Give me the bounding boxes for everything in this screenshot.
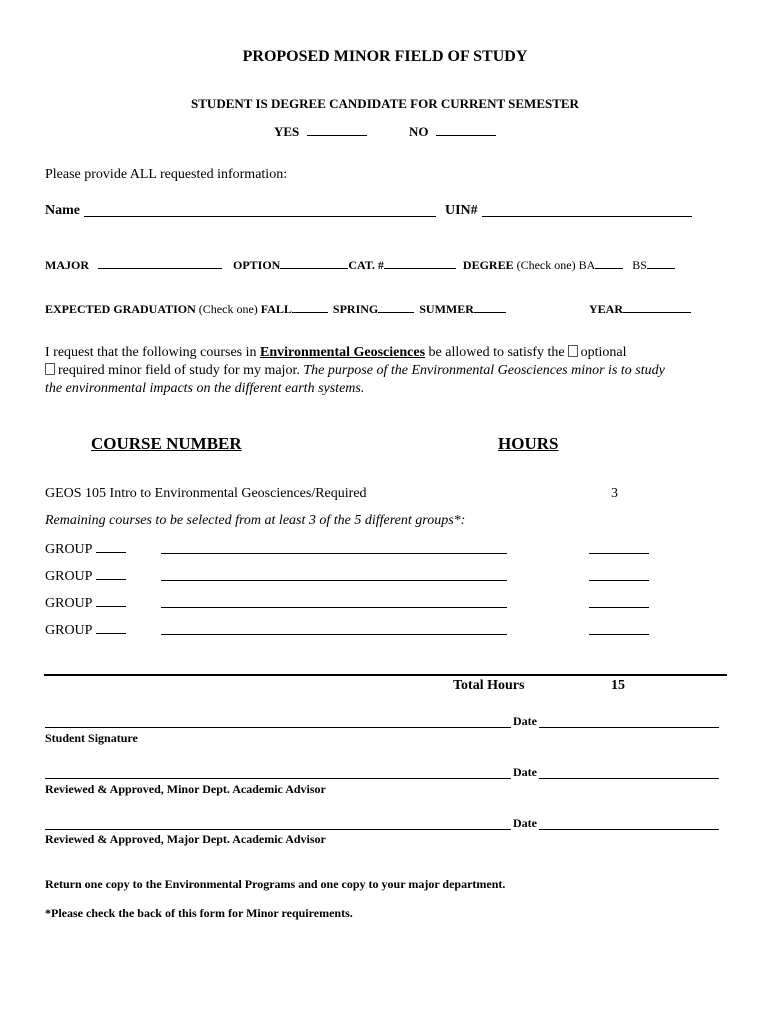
group-course-input[interactable] <box>161 580 507 581</box>
form-title: PROPOSED MINOR FIELD OF STUDY <box>242 48 528 65</box>
group-row <box>45 540 126 558</box>
yes-label: YES <box>274 124 300 139</box>
year-label: YEAR <box>589 302 624 316</box>
course-number-header: COURSE NUMBER <box>91 434 242 453</box>
name-input[interactable] <box>84 216 436 217</box>
spring-input[interactable] <box>378 300 414 313</box>
major-row <box>45 256 675 273</box>
request-field: Environmental Geosciences <box>260 345 426 360</box>
student-signature-input[interactable] <box>45 727 511 728</box>
yes-blank[interactable] <box>307 123 367 136</box>
major-advisor-label: Reviewed & Approved, Major Dept. Academic Advisor <box>45 832 326 846</box>
option-input[interactable] <box>280 256 348 269</box>
no-label: NO <box>409 124 429 139</box>
fall-label: FALL <box>260 302 292 316</box>
student-date-input[interactable] <box>539 727 719 728</box>
group-row <box>45 594 126 612</box>
request-line-1 <box>45 345 627 361</box>
bs-input[interactable] <box>647 256 675 269</box>
group-course-input[interactable] <box>161 607 507 608</box>
summer-label: SUMMER <box>419 302 474 316</box>
group-label: GROUP <box>45 623 93 638</box>
group-label: GROUP <box>45 542 93 557</box>
spring-label: SPRING <box>332 302 379 316</box>
option-label: OPTION <box>233 258 281 272</box>
remaining-courses-note: Remaining courses to be selected from at least 3 of the 5 different groups*: <box>45 513 466 528</box>
optional-checkbox[interactable] <box>568 345 578 357</box>
uin-input[interactable] <box>482 216 692 217</box>
minor-advisor-label: Reviewed & Approved, Minor Dept. Academic Advisor <box>45 782 326 796</box>
yes-field[interactable] <box>274 123 367 140</box>
year-field <box>589 300 691 317</box>
minor-advisor-signature-input[interactable] <box>45 778 511 779</box>
optional-label: optional <box>580 345 627 360</box>
group-hours-input[interactable] <box>589 634 649 635</box>
purpose-line-1: The purpose of the Environmental Geosciences minor is to study <box>303 363 665 378</box>
degree-label: DEGREE <box>462 258 514 272</box>
degree-candidate-heading: STUDENT IS DEGREE CANDIDATE FOR CURRENT SEMESTER <box>191 96 579 111</box>
date-label: Date <box>513 765 537 779</box>
group-hours-input[interactable] <box>589 607 649 608</box>
group-label: GROUP <box>45 596 93 611</box>
instructions-text: Please provide ALL requested information: <box>45 167 288 182</box>
total-hours-value: 15 <box>611 678 625 693</box>
group-course-input[interactable] <box>161 634 507 635</box>
hours-header: HOURS <box>498 434 559 453</box>
bs-label: BS <box>632 258 647 272</box>
group-hours-input[interactable] <box>589 580 649 581</box>
group-course-input[interactable] <box>161 553 507 554</box>
total-hours-label: Total Hours <box>453 678 525 693</box>
group-row <box>45 621 126 639</box>
no-field[interactable] <box>409 123 496 140</box>
year-input[interactable] <box>623 300 691 313</box>
divider <box>44 674 727 676</box>
group-number-input[interactable] <box>96 567 126 580</box>
student-signature-label: Student Signature <box>45 731 138 745</box>
major-label: MAJOR <box>45 258 89 272</box>
required-course: GEOS 105 Intro to Environmental Geosciences/Required <box>45 486 367 501</box>
no-blank[interactable] <box>436 123 496 136</box>
group-label: GROUP <box>45 569 93 584</box>
request-line-2 <box>45 363 665 379</box>
minor-advisor-date-input[interactable] <box>539 778 719 779</box>
summer-input[interactable] <box>474 300 506 313</box>
date-label: Date <box>513 714 537 728</box>
group-number-input[interactable] <box>96 594 126 607</box>
required-checkbox[interactable] <box>45 363 55 375</box>
expected-grad-label: EXPECTED GRADUATION <box>45 302 196 316</box>
group-hours-input[interactable] <box>589 553 649 554</box>
degree-check-label: (Check one) BA <box>516 258 596 272</box>
back-note: *Please check the back of this form for Minor requirements. <box>45 906 353 920</box>
request-part1: I request that the following courses in <box>45 345 257 360</box>
expected-graduation-row <box>45 300 506 317</box>
group-number-input[interactable] <box>96 621 126 634</box>
group-row <box>45 567 126 585</box>
request-part2: be allowed to satisfy the <box>428 345 565 360</box>
purpose-line-2: the environmental impacts on the different earth systems. <box>45 381 365 396</box>
ba-input[interactable] <box>595 256 623 269</box>
fall-input[interactable] <box>292 300 328 313</box>
major-advisor-date-input[interactable] <box>539 829 719 830</box>
major-input[interactable] <box>98 256 222 269</box>
date-label: Date <box>513 816 537 830</box>
group-number-input[interactable] <box>96 540 126 553</box>
required-label: required minor field of study for my major. <box>58 363 300 378</box>
required-course-hours: 3 <box>611 486 618 501</box>
major-advisor-signature-input[interactable] <box>45 829 511 830</box>
return-note: Return one copy to the Environmental Programs and one copy to your major department. <box>45 877 506 891</box>
expected-grad-check: (Check one) <box>198 302 258 316</box>
cat-input[interactable] <box>384 256 456 269</box>
cat-label: CAT. # <box>348 258 384 272</box>
uin-label: UIN# <box>445 203 478 218</box>
name-label: Name <box>45 203 80 218</box>
